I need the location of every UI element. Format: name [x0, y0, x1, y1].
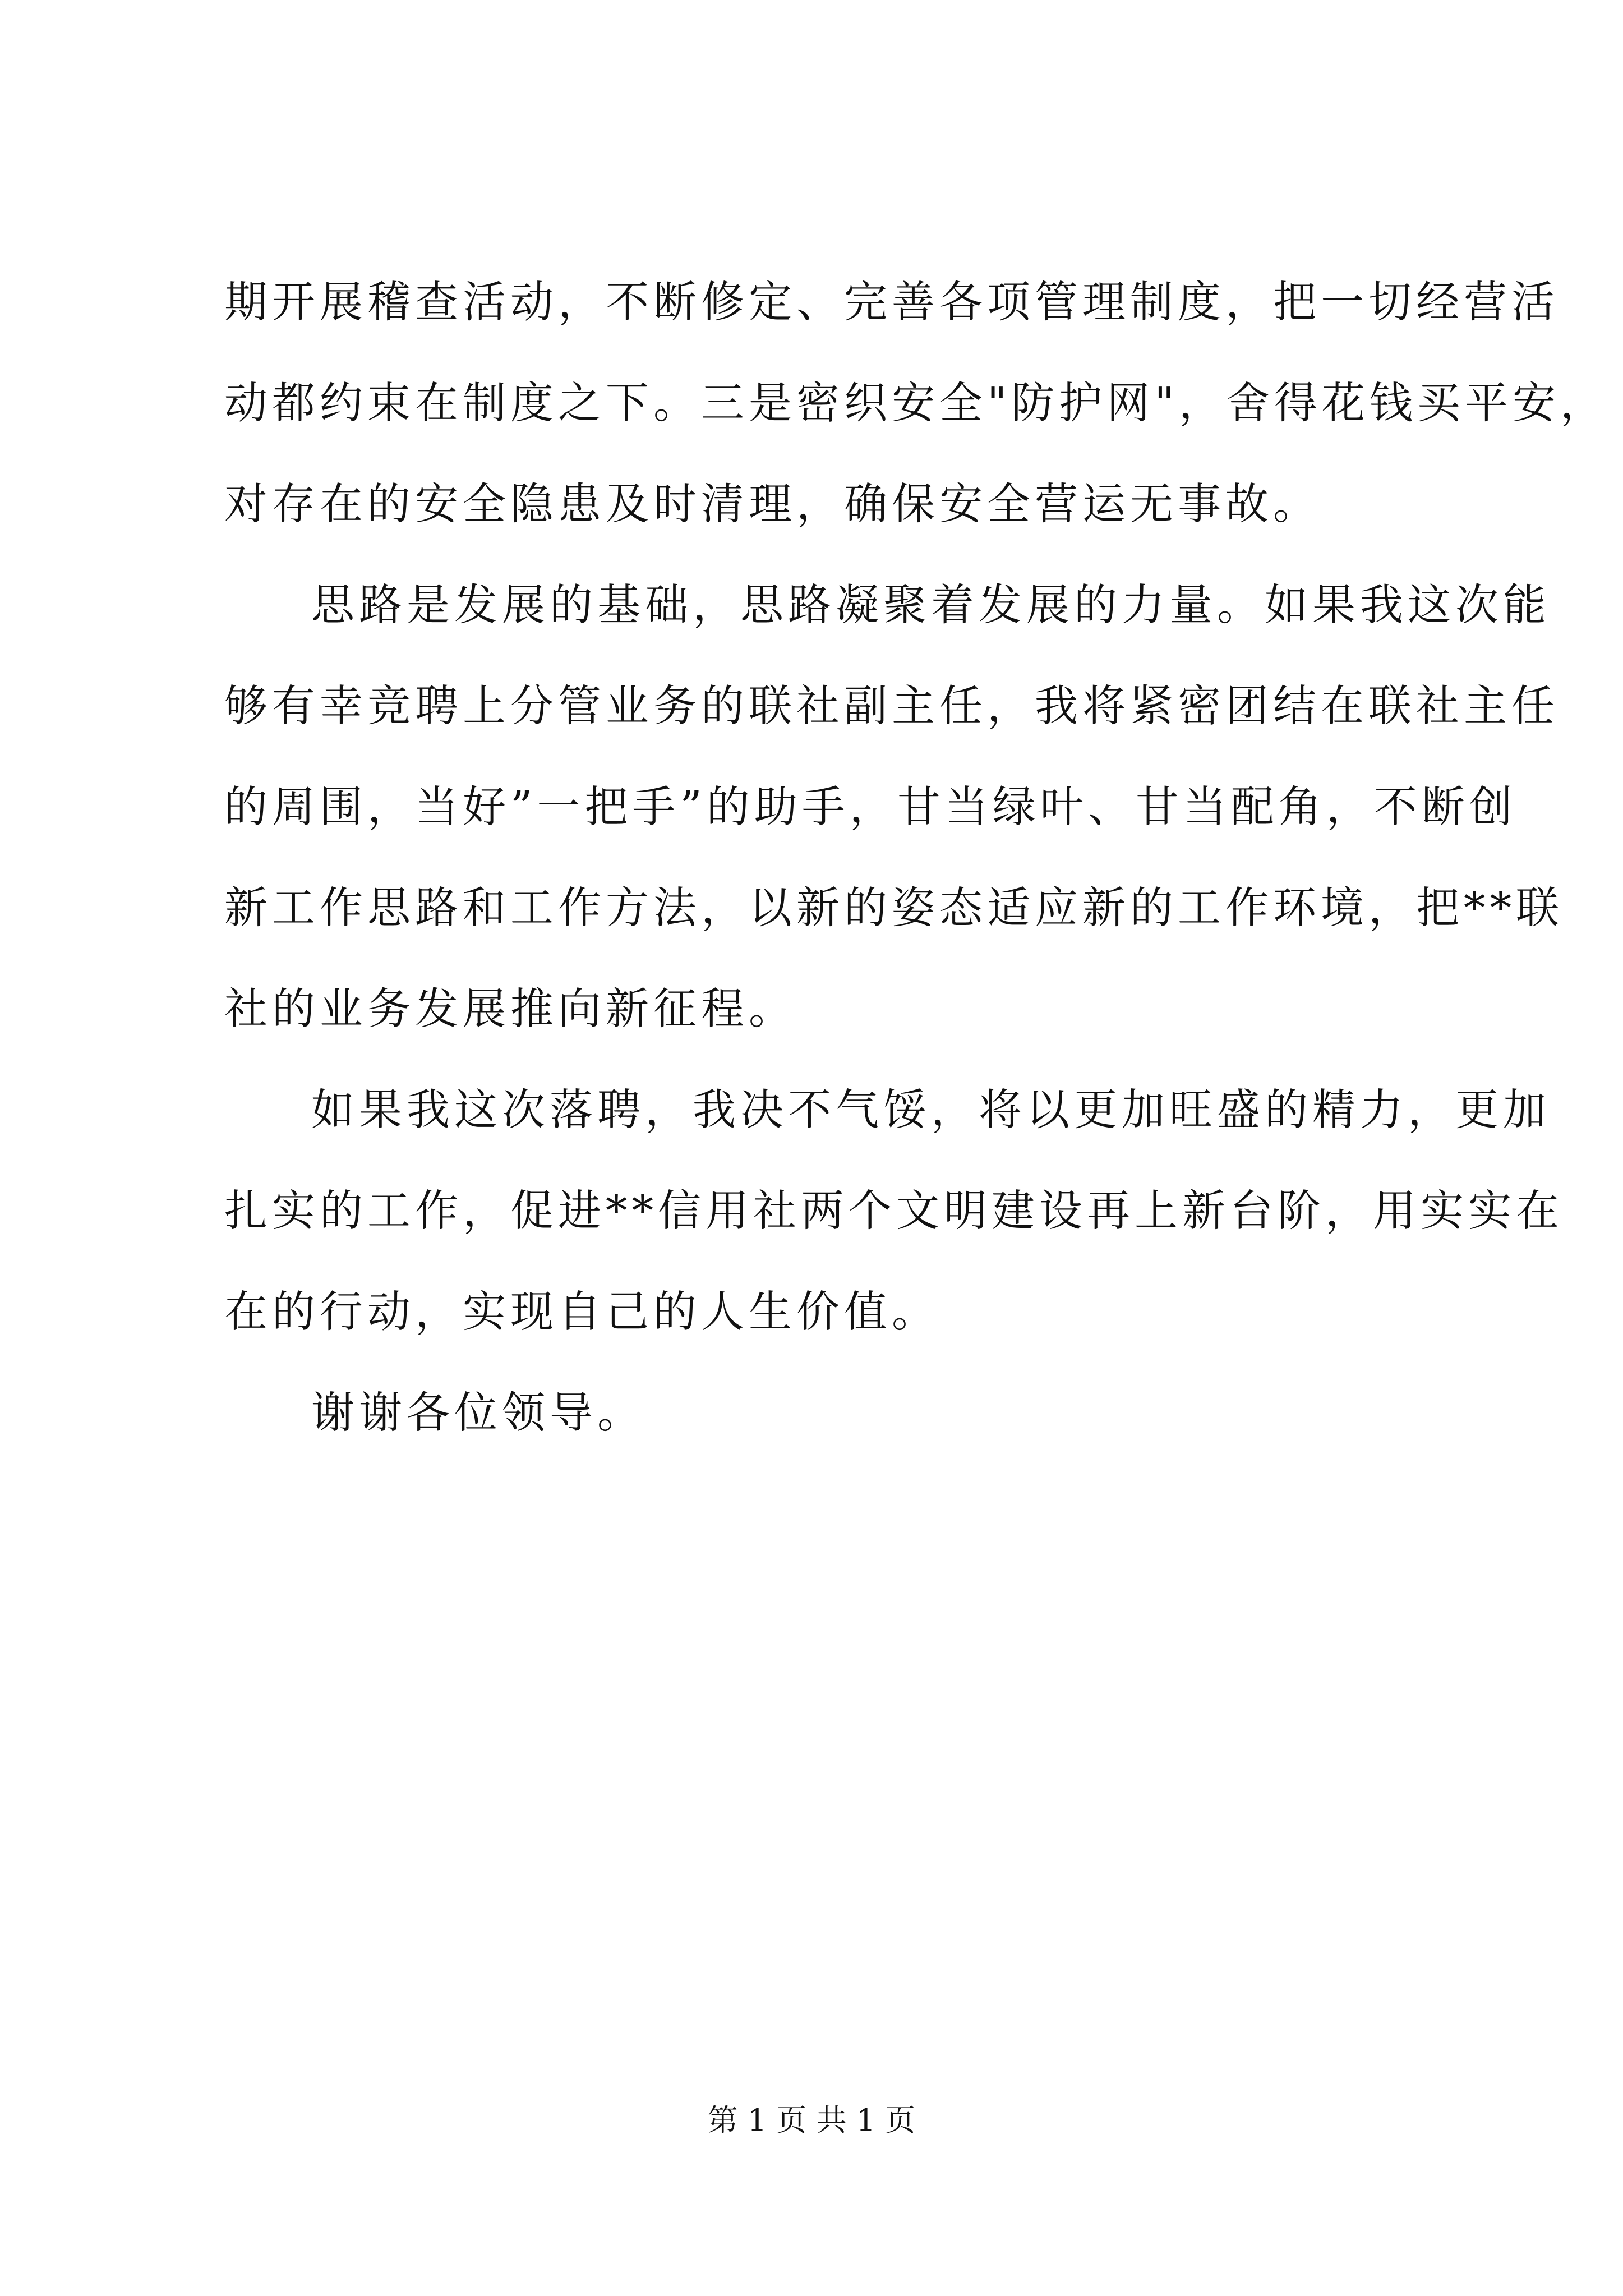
text-line: 扎实的工作，促进**信用社两个文明建设再上新台阶，用实实在: [224, 1186, 1564, 1236]
text-line: 够有幸竞聘上分管业务的联社副主任，我将紧密团结在联社主任: [224, 682, 1559, 731]
text-line: 社的业务发展推向新征程。: [224, 984, 796, 1034]
text-line: 在的行动，实现自己的人生价值。: [224, 1287, 939, 1337]
text-line: 对存在的安全隐患及时清理，确保安全营运无事故。: [224, 480, 1321, 530]
text-line: 动都约束在制度之下。三是密织安全"防护网"，舍得花钱买平安，: [224, 379, 1608, 429]
text-line: 新工作思路和工作方法，以新的姿态适应新的工作环境，把**联: [224, 884, 1564, 933]
paragraph-first-line: 如果我这次落聘，我决不气馁，将以更加旺盛的精力，更加: [311, 1085, 1551, 1135]
page-footer: 第 1 页 共 1 页: [707, 2102, 916, 2138]
paragraph-first-line: 思路是发展的基础，思路凝聚着发展的力量。如果我这次能: [311, 581, 1551, 631]
document-body: [224, 252, 1608, 1464]
text-line: 期开展稽查活动，不断修定、完善各项管理制度，把一切经营活: [224, 278, 1559, 328]
closing-line: 谢谢各位领导。: [311, 1388, 645, 1438]
text-line: 的周围，当好”一把手”的助手，甘当绿叶、甘当配角，不断创: [224, 783, 1517, 832]
